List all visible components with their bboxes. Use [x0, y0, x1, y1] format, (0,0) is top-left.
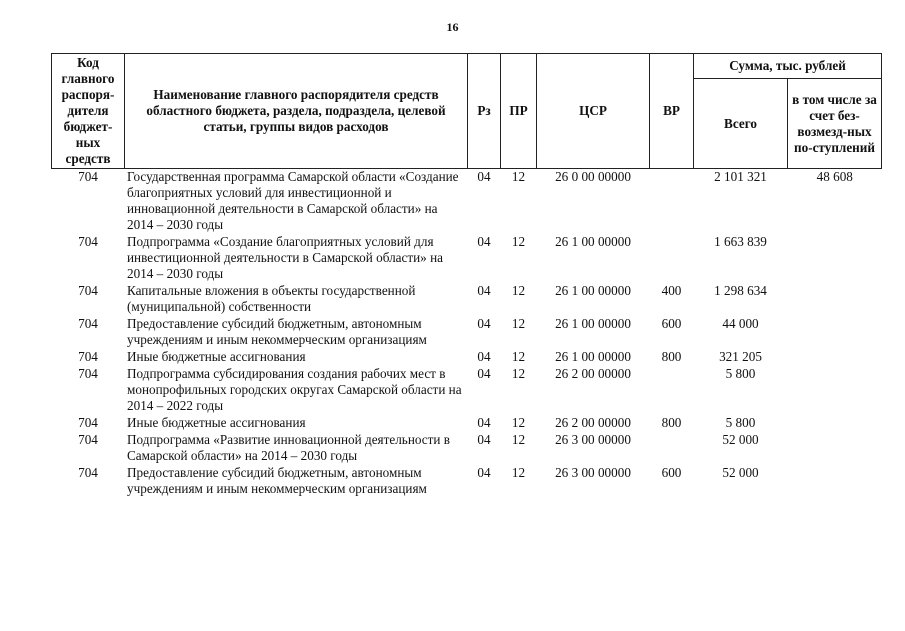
table-row [52, 169, 882, 235]
table-row [52, 234, 882, 283]
page-number: 16 [446, 20, 459, 34]
table-row [52, 432, 882, 465]
row-pr: 12 [511, 316, 526, 331]
table-row [52, 465, 882, 498]
row-name: Государственная программа Самарской области «Создание благоприятных условий для инвестиционной и инновационной деятельности в Самарской области» на 2014 – 2030 годы [127, 169, 459, 232]
row-name: Подпрограмма субсидирования создания рабочих мест в монопрофильных городских округах Самарской области на 2014 – 2022 годы [127, 366, 462, 413]
row-vr: 800 [661, 415, 682, 430]
row-pr: 12 [511, 169, 526, 184]
header-rz: Рз [468, 54, 501, 169]
row-gratuitous [788, 234, 882, 283]
row-gratuitous [788, 366, 882, 415]
row-gratuitous [788, 465, 882, 498]
row-pr: 12 [511, 366, 526, 381]
row-vr [650, 169, 694, 235]
row-rz: 04 [477, 234, 491, 249]
row-vr [650, 234, 694, 283]
row-csr: 26 2 00 00000 [555, 415, 631, 430]
row-vr: 800 [661, 349, 682, 364]
row-csr: 26 2 00 00000 [555, 366, 631, 381]
header-total: Всего [694, 79, 788, 169]
row-name: Подпрограмма «Создание благоприятных условий для инвестиционной деятельности в Самарской области» на 2014 – 2030 годы [127, 234, 443, 281]
table-row [52, 366, 882, 415]
row-rz: 04 [477, 169, 491, 184]
header-gratuitous: в том числе за счет без-возмезд-ных по-ступлений [788, 79, 882, 169]
header-pr: ПР [501, 54, 537, 169]
row-total: 44 000 [722, 316, 759, 331]
table-header [52, 54, 882, 169]
row-rz: 04 [477, 415, 491, 430]
row-gratuitous [788, 432, 882, 465]
row-total: 52 000 [722, 465, 759, 480]
row-total: 5 800 [725, 366, 756, 381]
row-vr: 600 [661, 465, 682, 480]
row-name: Предоставление субсидий бюджетным, автономным учреждениям и иным некоммерческим организациям [127, 465, 427, 496]
row-csr: 26 3 00 00000 [555, 432, 631, 447]
row-pr: 12 [511, 234, 526, 249]
row-gratuitous [788, 415, 882, 432]
row-gratuitous [788, 316, 882, 349]
table-body [52, 169, 882, 499]
row-rz: 04 [477, 349, 491, 364]
row-gratuitous [788, 283, 882, 316]
row-name: Капитальные вложения в объекты государственной (муниципальной) собственности [127, 283, 416, 314]
table-row [52, 316, 882, 349]
row-pr: 12 [511, 465, 526, 480]
row-code: 704 [78, 283, 98, 298]
row-vr [650, 432, 694, 465]
row-total: 2 101 321 [714, 169, 767, 184]
row-pr: 12 [511, 349, 526, 364]
row-code: 704 [78, 349, 98, 364]
row-code: 704 [78, 366, 98, 381]
row-total: 321 205 [719, 349, 762, 364]
row-csr: 26 1 00 00000 [555, 283, 631, 298]
row-gratuitous: 48 608 [816, 169, 853, 184]
header-name: Наименование главного распорядителя средств областного бюджета, раздела, подраздела, целевой статьи, группы видов расходов [125, 54, 468, 169]
row-rz: 04 [477, 366, 491, 381]
row-code: 704 [78, 169, 98, 184]
row-code: 704 [78, 432, 98, 447]
row-gratuitous [788, 349, 882, 366]
row-rz: 04 [477, 283, 491, 298]
row-csr: 26 3 00 00000 [555, 465, 631, 480]
row-pr: 12 [511, 415, 526, 430]
row-csr: 26 1 00 00000 [555, 234, 631, 249]
row-rz: 04 [477, 465, 491, 480]
row-name: Иные бюджетные ассигнования [127, 349, 306, 364]
row-pr: 12 [511, 283, 526, 298]
row-csr: 26 1 00 00000 [555, 316, 631, 331]
row-rz: 04 [477, 432, 491, 447]
row-total: 1 663 839 [714, 234, 767, 249]
row-rz: 04 [477, 316, 491, 331]
header-vr: ВР [650, 54, 694, 169]
row-total: 1 298 634 [714, 283, 767, 298]
row-vr: 600 [661, 316, 682, 331]
row-name: Подпрограмма «Развитие инновационной деятельности в Самарской области» на 2014 – 2030 годы [127, 432, 451, 463]
table-row [52, 415, 882, 432]
table-row [52, 283, 882, 316]
row-total: 5 800 [725, 415, 756, 430]
row-vr: 400 [661, 283, 682, 298]
header-csr: ЦСР [537, 54, 650, 169]
row-name: Предоставление субсидий бюджетным, автономным учреждениям и иным некоммерческим организациям [127, 316, 427, 347]
row-pr: 12 [511, 432, 526, 447]
table-row [52, 349, 882, 366]
row-code: 704 [78, 415, 98, 430]
row-code: 704 [78, 234, 98, 249]
header-sum: Сумма, тыс. рублей [694, 54, 882, 79]
row-vr [650, 366, 694, 415]
budget-table [51, 53, 882, 498]
row-csr: 26 0 00 00000 [555, 169, 631, 184]
row-name: Иные бюджетные ассигнования [127, 415, 306, 430]
row-csr: 26 1 00 00000 [555, 349, 631, 364]
row-total: 52 000 [722, 432, 759, 447]
row-code: 704 [78, 316, 98, 331]
row-code: 704 [78, 465, 98, 480]
header-code: Код главного распоря-дителя бюджет-ных средств [52, 54, 125, 169]
